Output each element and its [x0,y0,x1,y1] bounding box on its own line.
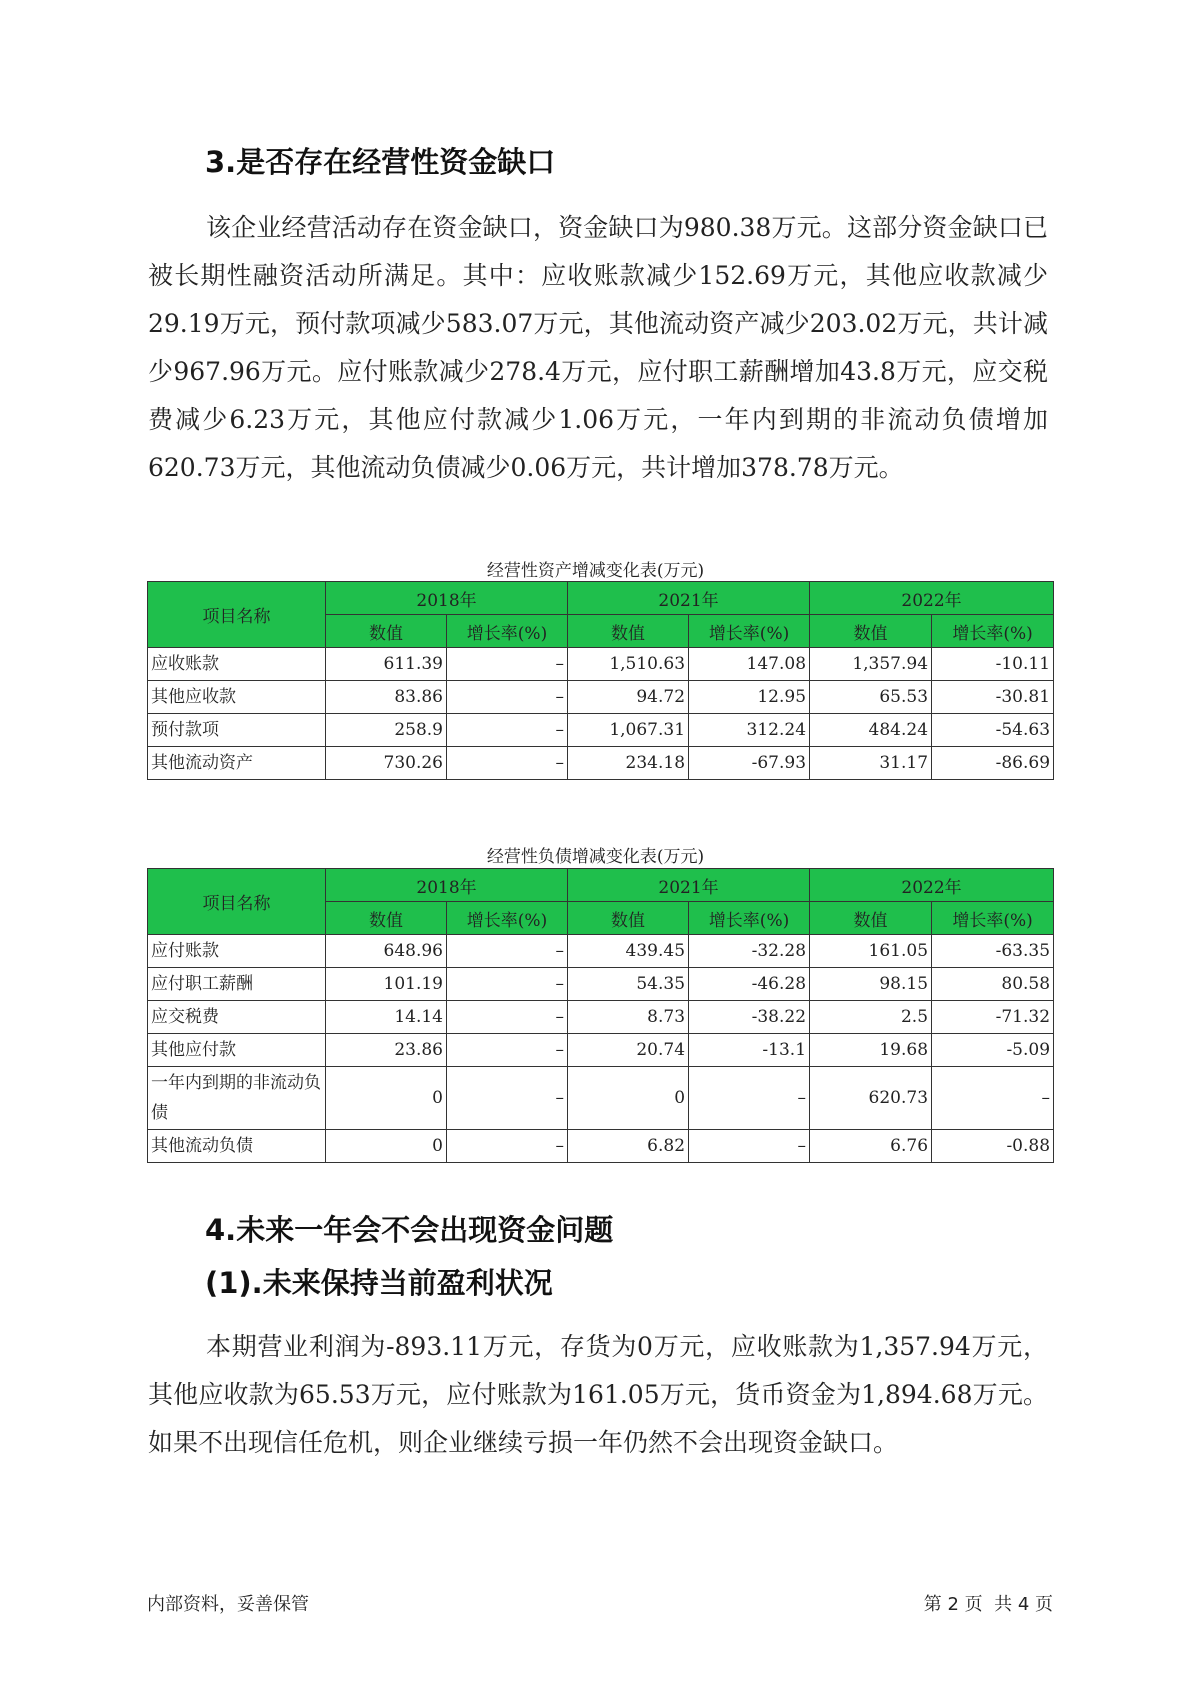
table-row [148,935,1054,968]
cell: 312.24 [689,714,810,747]
liabilities-change-table [147,868,1054,1163]
cell: 8.73 [568,1001,689,1034]
cell: -67.93 [689,747,810,780]
section4-subheading: (1).未来保持当前盈利状况 [205,1266,553,1300]
cell: 6.76 [810,1130,932,1163]
row-name: 应付账款 [148,935,326,968]
table-row [148,714,1054,747]
cell: 730.26 [326,747,447,780]
cell: -46.28 [689,968,810,1001]
cell: – [689,1067,810,1130]
cell: 12.95 [689,681,810,714]
table-row [148,648,1054,681]
cell: – [447,1130,568,1163]
header-rate: 增长率(%) [932,615,1054,648]
header-value: 数值 [326,902,447,935]
row-name: 一年内到期的非流动负债 [148,1067,326,1130]
cell: 1,357.94 [810,648,932,681]
cell: 484.24 [810,714,932,747]
cell: 23.86 [326,1034,447,1067]
header-item-name: 项目名称 [148,869,326,935]
footer-page-number: 第 2 页 共 4 页 [923,1594,1053,1615]
header-rate: 增长率(%) [447,615,568,648]
table-row [148,1067,1054,1130]
cell: – [447,1067,568,1130]
cell: – [689,1130,810,1163]
cell: 620.73 [810,1067,932,1130]
cell: 98.15 [810,968,932,1001]
cell: 83.86 [326,681,447,714]
table-row [148,681,1054,714]
header-rate: 增长率(%) [447,902,568,935]
header-year-2021: 2021年 [568,869,810,902]
header-value: 数值 [810,615,932,648]
cell: 2.5 [810,1001,932,1034]
section4-paragraph: 本期营业利润为-893.11万元，存货为0万元，应收账款为1,357.94万元，其他应收款为65.53万元，应付账款为161.05万元，货币资金为1,894.68万元。如果不出现信任危机，则企业继续亏损一年仍然不会出现资金缺口。 [148,1332,1048,1457]
header-value: 数值 [568,902,689,935]
header-value: 数值 [810,902,932,935]
table1-caption: 经营性资产增减变化表(万元) [486,561,705,581]
section3-paragraph: 该企业经营活动存在资金缺口，资金缺口为980.38万元。这部分资金缺口已被长期性融资活动所满足。其中：应收账款减少152.69万元，其他应收款减少29.19万元，预付款项减少583.07万元，其他流动资产减少203.02万元，共计减少967.96万元。应付账款减少278.4万元，应付职工薪酬增加43.8万元，应交税费减少6.23万元，其他应付款减少1.06万元，一年内到期的非流动负债增加620.73万元，其他流动负债减少0.06万元，共计增加378.78万元。 [148,213,1048,482]
cell: – [932,1067,1054,1130]
cell: – [447,648,568,681]
header-rate: 增长率(%) [932,902,1054,935]
cell: – [447,1034,568,1067]
cell: 31.17 [810,747,932,780]
cell: – [447,935,568,968]
cell: -38.22 [689,1001,810,1034]
header-year-2021: 2021年 [568,582,810,615]
header-value: 数值 [326,615,447,648]
cell: – [447,714,568,747]
assets-change-table [147,581,1054,780]
cell: 1,510.63 [568,648,689,681]
header-rate: 增长率(%) [689,902,810,935]
row-name: 应付职工薪酬 [148,968,326,1001]
cell: -86.69 [932,747,1054,780]
cell: 14.14 [326,1001,447,1034]
cell: – [447,747,568,780]
row-name: 预付款项 [148,714,326,747]
header-year-2018: 2018年 [326,869,568,902]
cell: -32.28 [689,935,810,968]
cell: 258.9 [326,714,447,747]
cell: 439.45 [568,935,689,968]
cell: 20.74 [568,1034,689,1067]
cell: 0 [568,1067,689,1130]
cell: -54.63 [932,714,1054,747]
table-row [148,1001,1054,1034]
cell: – [447,681,568,714]
cell: 147.08 [689,648,810,681]
row-name: 应交税费 [148,1001,326,1034]
footer-confidential-note: 内部资料，妥善保管 [147,1594,309,1615]
cell: -0.88 [932,1130,1054,1163]
header-year-2022: 2022年 [810,869,1054,902]
table-row [148,968,1054,1001]
cell: 0 [326,1067,447,1130]
table-row [148,1130,1054,1163]
section3-heading: 3.是否存在经营性资金缺口 [205,145,556,179]
cell: – [447,968,568,1001]
cell: 80.58 [932,968,1054,1001]
cell: -10.11 [932,648,1054,681]
row-name: 其他流动负债 [148,1130,326,1163]
header-year-2022: 2022年 [810,582,1054,615]
cell: -13.1 [689,1034,810,1067]
cell: 101.19 [326,968,447,1001]
header-value: 数值 [568,615,689,648]
row-name: 其他应付款 [148,1034,326,1067]
cell: 65.53 [810,681,932,714]
row-name: 其他流动资产 [148,747,326,780]
row-name: 应收账款 [148,648,326,681]
table2-caption: 经营性负债增减变化表(万元) [486,847,705,867]
cell: -5.09 [932,1034,1054,1067]
cell: 234.18 [568,747,689,780]
table-row [148,747,1054,780]
cell: 1,067.31 [568,714,689,747]
cell: 94.72 [568,681,689,714]
header-year-2018: 2018年 [326,582,568,615]
cell: 19.68 [810,1034,932,1067]
cell: 648.96 [326,935,447,968]
header-item-name: 项目名称 [148,582,326,648]
cell: – [447,1001,568,1034]
cell: 611.39 [326,648,447,681]
cell: 161.05 [810,935,932,968]
cell: -71.32 [932,1001,1054,1034]
cell: -30.81 [932,681,1054,714]
table-row [148,1034,1054,1067]
cell: 0 [326,1130,447,1163]
cell: 6.82 [568,1130,689,1163]
header-rate: 增长率(%) [689,615,810,648]
cell: -63.35 [932,935,1054,968]
row-name: 其他应收款 [148,681,326,714]
cell: 54.35 [568,968,689,1001]
section4-heading: 4.未来一年会不会出现资金问题 [205,1213,614,1247]
